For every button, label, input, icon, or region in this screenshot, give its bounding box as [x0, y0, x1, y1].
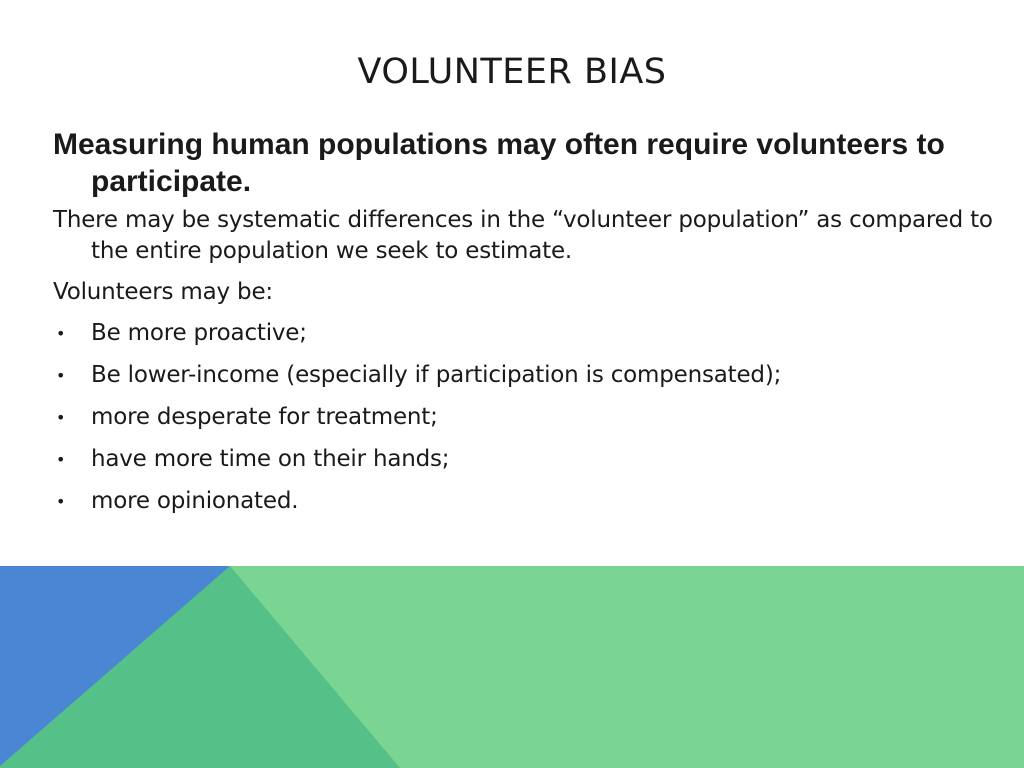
list-intro: Volunteers may be: [53, 279, 273, 305]
bullet-icon: • [56, 366, 66, 385]
bullet-icon: • [56, 492, 66, 511]
slide-title: VOLUNTEER BIAS [357, 52, 667, 92]
slide-body [53, 126, 993, 528]
body-paragraph: There may be systematic differences in the “volunteer population” as compared to the entire population we seek to estimate. [53, 207, 993, 264]
lead-statement: Measuring human populations may often require volunteers to participate. [53, 128, 945, 198]
bullet-item [53, 360, 993, 391]
bullet-icon: • [56, 408, 66, 427]
bullet-item [53, 402, 993, 433]
bullet-text: more opinionated. [91, 488, 299, 514]
bullet-item [53, 444, 993, 475]
bullet-text: Be more proactive; [91, 320, 307, 346]
bullet-icon: • [56, 324, 66, 343]
bullet-text: have more time on their hands; [91, 446, 450, 472]
bullet-icon: • [56, 450, 66, 469]
bullet-text: Be lower-income (especially if participation is compensated); [91, 362, 782, 388]
bullet-list [53, 318, 993, 517]
bullet-text: more desperate for treatment; [91, 404, 438, 430]
bullet-item [53, 486, 993, 517]
bullet-item [53, 318, 993, 349]
decorative-color-band [0, 566, 1024, 768]
